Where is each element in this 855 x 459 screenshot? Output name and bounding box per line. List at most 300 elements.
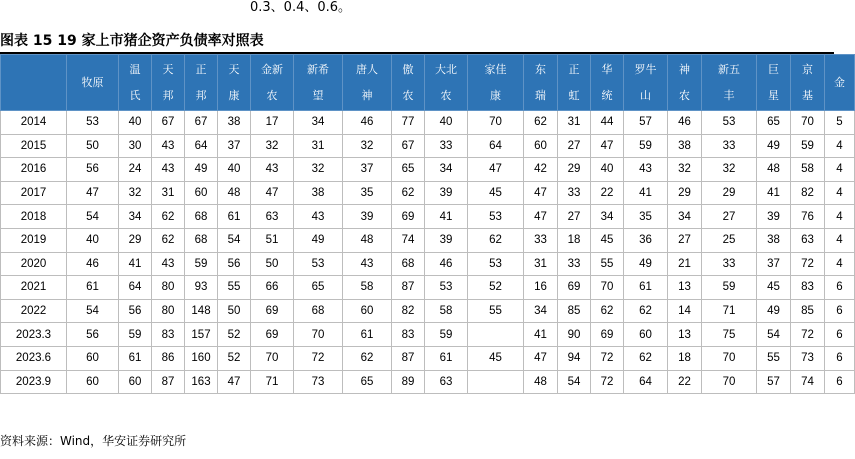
value-cell: 46	[67, 252, 119, 276]
value-cell: 47	[524, 346, 558, 370]
value-cell: 67	[152, 111, 185, 135]
value-cell: 82	[392, 299, 425, 323]
value-cell: 148	[185, 299, 218, 323]
value-cell: 33	[702, 252, 757, 276]
value-cell: 61	[425, 346, 468, 370]
value-cell: 62	[524, 111, 558, 135]
value-cell: 13	[668, 276, 702, 300]
year-cell: 2014	[1, 111, 67, 135]
value-cell: 31	[558, 111, 591, 135]
column-header	[392, 55, 425, 111]
value-cell: 77	[392, 111, 425, 135]
value-cell: 31	[524, 252, 558, 276]
value-cell: 32	[702, 158, 757, 182]
value-cell: 18	[558, 228, 591, 252]
value-cell: 70	[791, 111, 825, 135]
value-cell: 22	[668, 370, 702, 394]
column-header-label: 华统	[601, 62, 613, 102]
column-header	[757, 55, 791, 111]
value-cell: 39	[425, 228, 468, 252]
column-header-label: 金新农	[261, 62, 283, 102]
value-cell: 46	[668, 111, 702, 135]
value-cell: 62	[152, 205, 185, 229]
table-row	[1, 111, 855, 135]
value-cell: 70	[251, 346, 294, 370]
value-cell: 72	[791, 252, 825, 276]
value-cell: 57	[624, 111, 668, 135]
value-cell: 22	[591, 181, 624, 205]
column-header-label: 神农	[679, 62, 690, 102]
value-cell: 62	[468, 228, 524, 252]
value-cell: 48	[524, 370, 558, 394]
column-header-label: 牧原	[81, 75, 104, 89]
value-cell: 35	[343, 181, 392, 205]
value-cell: 37	[343, 158, 392, 182]
value-cell: 45	[468, 346, 524, 370]
column-header-label: 巨星	[768, 62, 779, 102]
value-cell: 67	[392, 134, 425, 158]
column-header-label: 正邦	[195, 62, 207, 102]
value-cell: 83	[392, 323, 425, 347]
column-header-label: 天康	[228, 62, 240, 102]
value-cell: 56	[67, 158, 119, 182]
value-cell: 43	[251, 158, 294, 182]
value-cell: 47	[591, 134, 624, 158]
value-cell: 61	[343, 323, 392, 347]
value-cell: 18	[668, 346, 702, 370]
value-cell: 62	[624, 346, 668, 370]
value-cell: 55	[591, 252, 624, 276]
value-cell: 65	[343, 370, 392, 394]
value-cell: 163	[185, 370, 218, 394]
column-header	[425, 55, 468, 111]
debt-ratio-table	[0, 54, 855, 394]
value-cell: 47	[524, 181, 558, 205]
value-cell: 54	[67, 299, 119, 323]
value-cell	[468, 323, 524, 347]
value-cell: 40	[67, 228, 119, 252]
table-row	[1, 346, 855, 370]
column-header-label: 大北农	[435, 62, 457, 102]
value-cell: 25	[702, 228, 757, 252]
value-cell: 53	[702, 111, 757, 135]
column-header	[558, 55, 591, 111]
year-cell: 2021	[1, 276, 67, 300]
value-cell: 24	[119, 158, 152, 182]
column-header-label: 天邦	[162, 62, 174, 102]
value-cell: 82	[791, 181, 825, 205]
value-cell: 54	[67, 205, 119, 229]
value-cell: 16	[524, 276, 558, 300]
value-cell: 37	[218, 134, 251, 158]
value-cell: 49	[185, 158, 218, 182]
value-cell: 60	[119, 370, 152, 394]
table-row	[1, 370, 855, 394]
value-cell: 47	[251, 181, 294, 205]
value-cell: 59	[425, 323, 468, 347]
value-cell: 71	[251, 370, 294, 394]
value-cell: 59	[119, 323, 152, 347]
value-cell: 45	[591, 228, 624, 252]
column-header-label: 温氏	[129, 62, 141, 102]
value-cell: 29	[119, 228, 152, 252]
value-cell: 53	[425, 276, 468, 300]
column-header	[251, 55, 294, 111]
value-cell: 160	[185, 346, 218, 370]
value-cell: 46	[425, 252, 468, 276]
value-cell: 50	[67, 134, 119, 158]
column-header-label: 新五丰	[718, 62, 740, 102]
corner-cell	[1, 55, 67, 111]
value-cell: 50	[218, 299, 251, 323]
value-cell: 86	[152, 346, 185, 370]
value-cell: 34	[524, 299, 558, 323]
value-cell: 32	[668, 158, 702, 182]
column-header	[67, 55, 119, 111]
value-cell: 6	[825, 299, 855, 323]
value-cell: 62	[343, 346, 392, 370]
year-cell: 2023.9	[1, 370, 67, 394]
column-header	[218, 55, 251, 111]
value-cell: 31	[152, 181, 185, 205]
value-cell: 87	[392, 346, 425, 370]
value-cell: 69	[251, 299, 294, 323]
value-cell: 87	[392, 276, 425, 300]
column-header	[152, 55, 185, 111]
value-cell: 27	[668, 228, 702, 252]
value-cell: 61	[119, 346, 152, 370]
value-cell: 87	[152, 370, 185, 394]
value-cell: 49	[624, 252, 668, 276]
year-cell: 2022	[1, 299, 67, 323]
value-cell: 43	[294, 205, 343, 229]
value-cell: 65	[757, 111, 791, 135]
value-cell: 48	[757, 158, 791, 182]
value-cell: 6	[825, 323, 855, 347]
value-cell: 83	[791, 276, 825, 300]
column-header-label: 傲农	[402, 62, 414, 102]
column-header	[294, 55, 343, 111]
value-cell: 52	[218, 346, 251, 370]
value-cell: 38	[218, 111, 251, 135]
value-cell: 70	[702, 370, 757, 394]
table-row	[1, 299, 855, 323]
value-cell: 50	[251, 252, 294, 276]
value-cell: 49	[757, 299, 791, 323]
value-cell: 40	[218, 158, 251, 182]
value-cell: 32	[343, 134, 392, 158]
value-cell: 60	[185, 181, 218, 205]
column-header-label: 京基	[802, 62, 813, 102]
value-cell: 29	[702, 181, 757, 205]
value-cell: 39	[343, 205, 392, 229]
year-cell: 2023.6	[1, 346, 67, 370]
value-cell: 6	[825, 370, 855, 394]
value-cell: 54	[218, 228, 251, 252]
value-cell: 68	[294, 299, 343, 323]
value-cell: 94	[558, 346, 591, 370]
value-cell: 40	[591, 158, 624, 182]
value-cell: 41	[425, 205, 468, 229]
value-cell: 63	[791, 228, 825, 252]
value-cell: 72	[591, 346, 624, 370]
value-cell: 54	[757, 323, 791, 347]
year-cell: 2015	[1, 134, 67, 158]
value-cell: 42	[524, 158, 558, 182]
value-cell: 69	[591, 323, 624, 347]
value-cell: 65	[392, 158, 425, 182]
year-cell: 2023.3	[1, 323, 67, 347]
value-cell: 56	[119, 299, 152, 323]
year-cell: 2019	[1, 228, 67, 252]
value-cell: 41	[757, 181, 791, 205]
value-cell: 59	[702, 276, 757, 300]
value-cell: 51	[251, 228, 294, 252]
value-cell: 80	[152, 276, 185, 300]
value-cell: 41	[524, 323, 558, 347]
value-cell: 4	[825, 205, 855, 229]
column-header	[702, 55, 757, 111]
value-cell: 27	[558, 134, 591, 158]
value-cell: 38	[294, 181, 343, 205]
value-cell: 62	[392, 181, 425, 205]
value-cell: 80	[152, 299, 185, 323]
value-cell: 38	[668, 134, 702, 158]
value-cell: 69	[251, 323, 294, 347]
value-cell: 55	[218, 276, 251, 300]
value-cell	[468, 370, 524, 394]
year-cell: 2017	[1, 181, 67, 205]
value-cell: 6	[825, 346, 855, 370]
value-cell: 56	[67, 323, 119, 347]
value-cell: 73	[791, 346, 825, 370]
table-title: 图表 15 19 家上市猪企资产负债率对照表	[0, 33, 264, 49]
year-cell: 2016	[1, 158, 67, 182]
value-cell: 33	[558, 252, 591, 276]
value-cell: 53	[294, 252, 343, 276]
value-cell: 55	[757, 346, 791, 370]
value-cell: 32	[294, 158, 343, 182]
value-cell: 27	[558, 205, 591, 229]
column-header	[668, 55, 702, 111]
source-note: 资料来源：Wind，华安证券研究所	[0, 434, 187, 448]
value-cell: 40	[425, 111, 468, 135]
value-cell: 43	[343, 252, 392, 276]
value-cell: 157	[185, 323, 218, 347]
value-cell: 63	[251, 205, 294, 229]
value-cell: 89	[392, 370, 425, 394]
value-cell: 62	[152, 228, 185, 252]
value-cell: 83	[152, 323, 185, 347]
value-cell: 53	[468, 205, 524, 229]
value-cell: 14	[668, 299, 702, 323]
value-cell: 58	[791, 158, 825, 182]
value-cell: 85	[791, 299, 825, 323]
table-row	[1, 228, 855, 252]
value-cell: 66	[251, 276, 294, 300]
table-body	[1, 111, 855, 394]
value-cell: 69	[392, 205, 425, 229]
value-cell: 74	[791, 370, 825, 394]
value-cell: 31	[294, 134, 343, 158]
value-cell: 62	[624, 299, 668, 323]
value-cell: 75	[702, 323, 757, 347]
value-cell: 64	[624, 370, 668, 394]
value-cell: 17	[251, 111, 294, 135]
value-cell: 33	[425, 134, 468, 158]
column-header	[119, 55, 152, 111]
value-cell: 34	[119, 205, 152, 229]
value-cell: 38	[757, 228, 791, 252]
value-cell: 27	[702, 205, 757, 229]
value-cell: 4	[825, 181, 855, 205]
value-cell: 60	[67, 370, 119, 394]
value-cell: 64	[185, 134, 218, 158]
value-cell: 61	[624, 276, 668, 300]
value-cell: 65	[294, 276, 343, 300]
value-cell: 4	[825, 158, 855, 182]
value-cell: 40	[119, 111, 152, 135]
value-cell: 59	[185, 252, 218, 276]
value-cell: 56	[218, 252, 251, 276]
value-cell: 68	[185, 228, 218, 252]
value-cell: 59	[624, 134, 668, 158]
value-cell: 43	[152, 252, 185, 276]
value-cell: 47	[218, 370, 251, 394]
value-cell: 29	[558, 158, 591, 182]
year-cell: 2018	[1, 205, 67, 229]
value-cell: 70	[294, 323, 343, 347]
column-header	[825, 55, 855, 111]
value-cell: 71	[702, 299, 757, 323]
value-cell: 93	[185, 276, 218, 300]
value-cell: 68	[185, 205, 218, 229]
value-cell: 47	[468, 158, 524, 182]
column-header	[185, 55, 218, 111]
value-cell: 45	[757, 276, 791, 300]
value-cell: 60	[524, 134, 558, 158]
value-cell: 70	[468, 111, 524, 135]
value-cell: 6	[825, 276, 855, 300]
value-cell: 29	[668, 181, 702, 205]
value-cell: 34	[668, 205, 702, 229]
column-header-label: 正虹	[568, 62, 580, 102]
value-cell: 61	[218, 205, 251, 229]
value-cell: 5	[825, 111, 855, 135]
value-cell: 48	[218, 181, 251, 205]
value-cell: 72	[591, 370, 624, 394]
table-row	[1, 276, 855, 300]
value-cell: 73	[294, 370, 343, 394]
value-cell: 37	[757, 252, 791, 276]
value-cell: 60	[343, 299, 392, 323]
value-cell: 70	[591, 276, 624, 300]
table-row	[1, 323, 855, 347]
value-cell: 4	[825, 252, 855, 276]
value-cell: 90	[558, 323, 591, 347]
table-row	[1, 252, 855, 276]
value-cell: 43	[624, 158, 668, 182]
value-cell: 34	[425, 158, 468, 182]
table-row	[1, 134, 855, 158]
value-cell: 59	[791, 134, 825, 158]
value-cell: 57	[757, 370, 791, 394]
value-cell: 4	[825, 134, 855, 158]
value-cell: 33	[702, 134, 757, 158]
column-header	[468, 55, 524, 111]
year-cell: 2020	[1, 252, 67, 276]
column-header-label: 家佳康	[484, 62, 507, 102]
value-cell: 53	[468, 252, 524, 276]
value-cell: 69	[558, 276, 591, 300]
value-cell: 60	[624, 323, 668, 347]
value-cell: 64	[119, 276, 152, 300]
value-cell: 53	[67, 111, 119, 135]
column-header	[524, 55, 558, 111]
value-cell: 47	[524, 205, 558, 229]
value-cell: 44	[591, 111, 624, 135]
value-cell: 33	[558, 181, 591, 205]
value-cell: 49	[294, 228, 343, 252]
value-cell: 68	[392, 252, 425, 276]
value-cell: 54	[558, 370, 591, 394]
table-row	[1, 205, 855, 229]
header-row	[1, 55, 855, 111]
value-cell: 39	[757, 205, 791, 229]
value-cell: 46	[343, 111, 392, 135]
column-header-label: 新希望	[307, 62, 329, 102]
value-cell: 41	[119, 252, 152, 276]
column-header-label: 罗牛山	[634, 62, 657, 102]
value-cell: 36	[624, 228, 668, 252]
value-cell: 70	[702, 346, 757, 370]
column-header	[343, 55, 392, 111]
column-header-label: 东瑞	[535, 62, 546, 102]
value-cell: 43	[152, 134, 185, 158]
table-row	[1, 158, 855, 182]
value-cell: 61	[67, 276, 119, 300]
value-cell: 85	[558, 299, 591, 323]
value-cell: 52	[218, 323, 251, 347]
value-cell: 72	[294, 346, 343, 370]
value-cell: 58	[343, 276, 392, 300]
value-cell: 60	[67, 346, 119, 370]
value-cell: 48	[343, 228, 392, 252]
value-cell: 76	[791, 205, 825, 229]
value-cell: 72	[791, 323, 825, 347]
value-cell: 47	[67, 181, 119, 205]
column-header	[591, 55, 624, 111]
value-cell: 41	[624, 181, 668, 205]
value-cell: 34	[294, 111, 343, 135]
value-cell: 35	[624, 205, 668, 229]
value-cell: 58	[425, 299, 468, 323]
value-cell: 33	[524, 228, 558, 252]
value-cell: 63	[425, 370, 468, 394]
value-cell: 67	[185, 111, 218, 135]
value-cell: 34	[591, 205, 624, 229]
value-cell: 13	[668, 323, 702, 347]
preceding-text: 0.3、0.4、0.6。	[250, 0, 352, 15]
value-cell: 4	[825, 228, 855, 252]
value-cell: 62	[591, 299, 624, 323]
value-cell: 32	[251, 134, 294, 158]
value-cell: 64	[468, 134, 524, 158]
column-header	[791, 55, 825, 111]
value-cell: 30	[119, 134, 152, 158]
value-cell: 52	[468, 276, 524, 300]
value-cell: 32	[119, 181, 152, 205]
